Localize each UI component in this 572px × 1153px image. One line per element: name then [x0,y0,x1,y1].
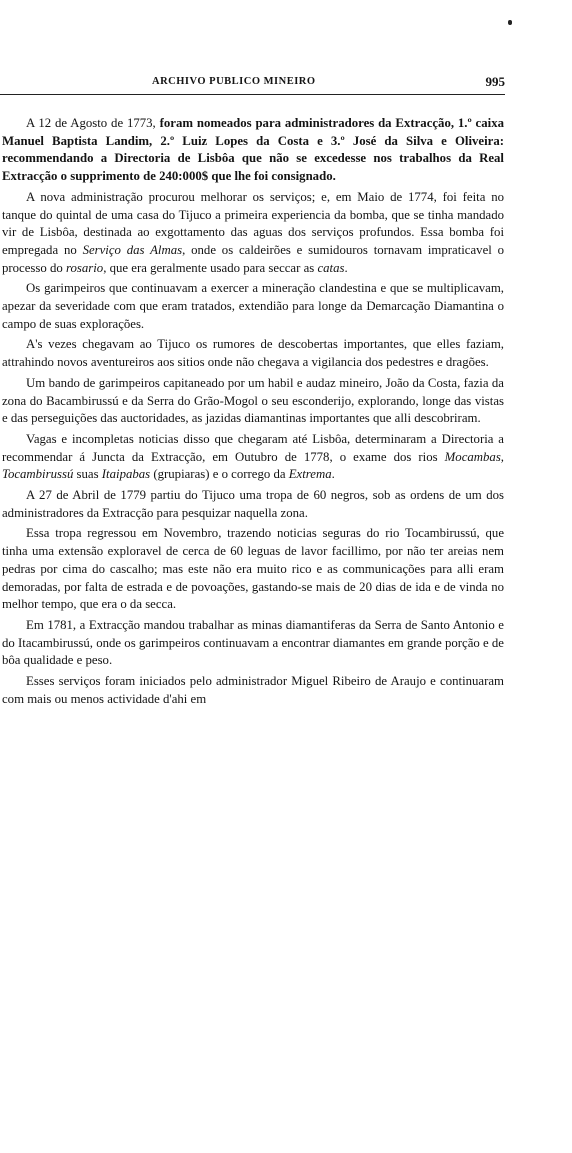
paragraph-text: suas [73,467,102,482]
page-number: 995 [485,74,505,89]
italic-term: rosario [65,260,104,275]
paragraph-text: . [331,467,335,482]
paragraph-text: (grupiaras) e o corrego da [150,467,289,482]
paragraph [2,525,504,614]
italic-term: catas [317,260,345,275]
paragraph-text: A 12 de Agosto de 1773, [26,116,160,130]
paragraph-text: Um bando de garimpeiros capitaneado por um habil e audaz mineiro, João da Costa, fazia da zona do Bacambirussú e da Serra do Grão-Mogol o seu esconderijo, explorando, longe das vistas e das perseguições das auctoridades, as jazidas diamantinas importantes que alli descobriram. [2,375,504,426]
paragraph [2,280,504,333]
paragraph [2,115,504,186]
paragraph [2,375,504,428]
paragraph [2,487,504,522]
paragraph-text: , que era geralmente usado para seccar as [103,260,318,275]
italic-term: Extrema [288,467,332,482]
paragraph-text: A 27 de Abril de 1779 partiu do Tijuco uma tropa de 60 negros, sob as ordens de um dos administradores da Extracção para pesquizar naquella zona. [2,488,504,520]
paragraph-text: Vagas e incompletas noticias disso que chegaram até Lisbôa, determinaram a Directoria a recommendar á Juncta da Extracção, em Outubro de 1778, o exame dos rios [2,431,504,464]
paragraph-text: A's vezes chegavam ao Tijuco os rumores de descobertas importantes, que elles faziam, attrahindo novos aventureiros aos sitios onde não chegava a vigilancia dos pedestres e dragões. [2,337,504,370]
paragraph [2,336,504,371]
paragraph-text: Os garimpeiros que continuavam a exercer a mineração clandestina e que se multiplicavam, apezar da severidade com que eram tratados, extendião para longe da Demarcação Diamantina o campo de suas explorações. [2,281,504,331]
running-title: ARCHIVO PUBLICO MINEIRO [152,76,316,87]
ink-speck [508,20,512,25]
paragraph-text: , onde os caldeirões e sumidouros tornavam impraticavel o processo do [2,242,505,275]
paragraph-text: foram nomeados para administradores da Extracção, 1.º caixa Manuel Baptista Landim, 2.º Luiz Lopes da Costa e 3.º José da Silva e Oliveira: recommendando a Directoria de Lisbôa que não se excedesse nos trabalhos da Real Extracção o supprimento de 240:000$ que lhe foi consignado. [2,116,504,184]
paragraph [2,617,504,670]
paragraph-text: em Maio de 1774, foi feita no tanque do quintal de uma casa do Tijuco a primeira experiencia da bomba, que se tinha mandado vir de Lisbôa, destinada ao exgottamento das aguas dos serviços profundos. Essa bomba foi empregada no [2,189,504,257]
italic-term: Mocambas, Tocambirussú [2,449,504,482]
paragraph [2,673,504,708]
italic-term: Serviço das Almas [82,242,183,257]
paragraph-text: Essa tropa regressou em Novembro, trazendo noticias seguras do rio Tocambirussú, que tinha uma extensão exploravel de cerca de 60 leguas de lavor facillimo, por não ter areias nem pedras por cima do cascalho; mas este não era muito rico e as communicações para alli eram demoradas, por falta de estrada e de povoações, gastando-se mais de 20 dias de ida e de vinda no melhor tempo, que era o da secca. [2,526,504,612]
header-rule [0,94,505,95]
body-text [2,115,504,712]
paragraph [2,431,504,484]
paragraph-text: Em 1781, a Extracção mandou trabalhar as minas diamantiferas da Serra de Santo Antonio e do Itacambirussú, onde os garimpeiros continuavam a encontrar diamantes em grande porção e de bôa qualidade e peso. [2,617,504,668]
paragraph-text: . [344,260,348,275]
page-header [0,74,505,94]
paragraph [2,189,504,278]
paragraph-text: A nova administração procurou melhorar os serviços; e, [26,189,336,204]
paragraph-text: Esses serviços foram iniciados pelo administrador Miguel Ribeiro de Araujo e continuaram com mais ou menos actividade d'ahi em [2,674,504,706]
italic-term: Itaipabas [101,467,151,482]
